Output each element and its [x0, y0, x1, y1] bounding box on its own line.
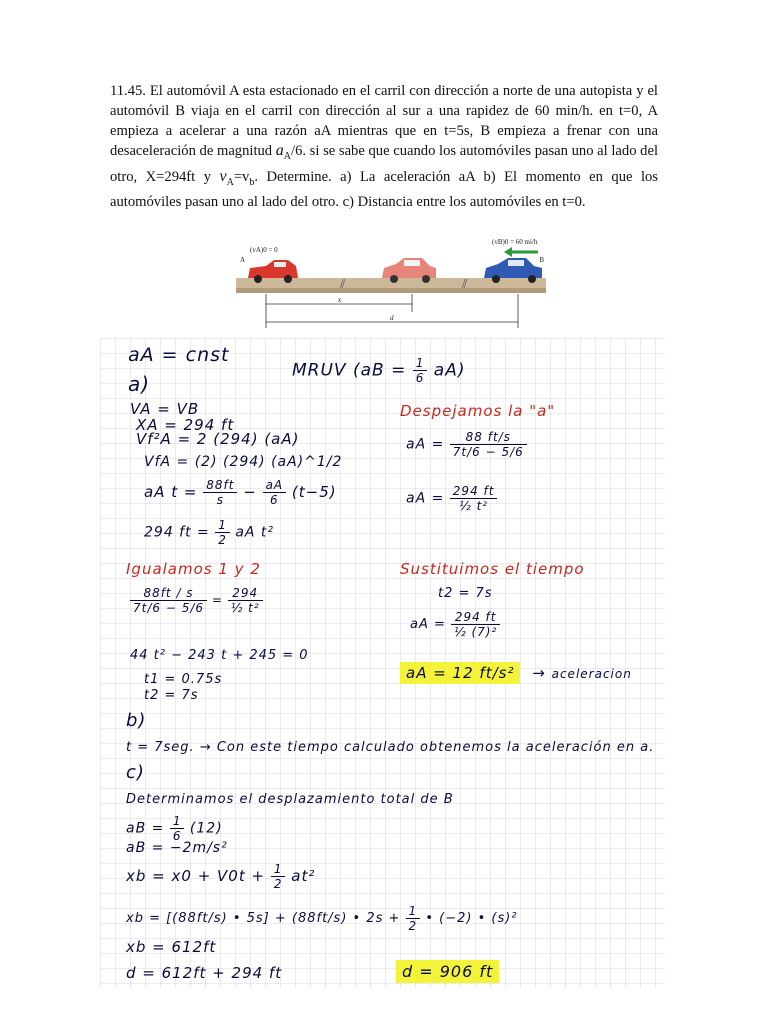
s-frac: [451, 610, 500, 639]
ab1-frac: [170, 814, 185, 843]
xb2-num: 1: [406, 904, 421, 919]
problem-statement: [110, 82, 658, 213]
xb2-left: xb = [(88ft/s) • 5s] + (88ft/s) • 2s +: [126, 911, 401, 926]
r2-frac: [450, 484, 498, 513]
xb1-num: 1: [271, 862, 286, 877]
problem-text-1: 11.45. El automóvil A esta estacionado en el carril con dirección a norte de una autopista y el automóvil B viaja en el carril con dirección al sur a una rapidez de 60 min/h. en t=0, A empieza a acelerar a una razón aA mientras que en t=5s, B empieza a frenar con una desaceleración de magnitud: [110, 83, 658, 160]
symbol-va-sub: A: [226, 177, 234, 188]
eq1-num-1: 88ft: [203, 478, 237, 493]
r1-left: aA =: [406, 436, 445, 453]
r1-num: 88 ft/s: [450, 430, 527, 445]
xb1-den: 2: [273, 877, 283, 891]
equals: =: [233, 169, 243, 186]
label-car-b: B: [539, 256, 544, 264]
result-1: [406, 430, 527, 459]
r1-frac: [450, 430, 527, 459]
eq1-num-2: aA: [263, 478, 287, 493]
ab1-left: aB =: [126, 820, 165, 837]
eq2-left: 294 ft =: [144, 524, 210, 541]
symbol-v: v: [219, 168, 227, 186]
s-den: ½ (7)²: [454, 625, 498, 639]
heading-despejamos: Despejamos la "a": [400, 402, 556, 420]
xb2-frac: [406, 904, 421, 933]
t2-value: t2 = 7s: [144, 688, 199, 703]
section-b: b): [126, 710, 147, 731]
section-c: c): [126, 762, 145, 783]
mruv-den: 6: [415, 371, 425, 385]
ig-num: 88ft / s: [130, 586, 207, 601]
dim-d: d: [390, 314, 394, 322]
label-a-init: (vA)0 = 0: [250, 246, 278, 254]
mruv-frac: [413, 356, 428, 385]
r2-den: ½ t²: [459, 499, 489, 513]
xb-line-2: [126, 904, 518, 933]
line-aa-const: aA = cnst: [128, 344, 230, 366]
equation-2: [144, 518, 274, 547]
ig-frac-right: [228, 586, 263, 615]
eq2-frac: [215, 518, 230, 547]
heading-igualamos: Igualamos 1 y 2: [126, 560, 261, 578]
ig-rnum: 294: [228, 586, 263, 601]
eq1-minus: −: [243, 483, 257, 501]
eq1-frac-1: [203, 478, 237, 507]
eq1-right: (t−5): [291, 483, 337, 501]
eq1-frac-2: [263, 478, 287, 507]
ig-rden: ½ t²: [230, 601, 260, 615]
s-num: 294 ft: [451, 610, 500, 625]
t1-value: t1 = 0.75s: [144, 672, 223, 687]
quadratic: 44 t² − 243 t + 245 = 0: [130, 648, 309, 663]
ab-line-1: [126, 814, 223, 843]
line-xa: XA = 294 ft: [136, 416, 235, 434]
problem-text-3: . Determine. a) La aceleración aA b) El momento en que los automóviles pasan uno al lado del otro. c) Distancia entre los automóviles en t=0.: [110, 169, 658, 210]
line-vf2: Vf²A = 2 (294) (aA): [136, 430, 300, 448]
dim-x: x: [338, 296, 342, 304]
ig-eq: =: [211, 593, 223, 607]
ig-den: 7t/6 − 5/6: [133, 601, 205, 615]
ab1-num: 1: [170, 814, 185, 829]
label-car-a: A: [240, 256, 246, 264]
line-vfa: VfA = (2) (294) (aA)^1/2: [144, 454, 343, 470]
mruv-num: 1: [413, 356, 428, 371]
xb-line-1: [126, 862, 315, 891]
cars-figure-svg: [236, 236, 546, 331]
line-b: t = 7seg. → Con este tiempo calculado obtenemos la aceleración en a.: [126, 740, 655, 755]
s-left: aA =: [410, 617, 446, 632]
eq2-right: aA t²: [235, 524, 275, 541]
svg-text:⫽: ⫽: [462, 277, 468, 291]
answer-a: aA = 12 ft/s²: [400, 662, 520, 684]
equation-1: [144, 478, 337, 507]
sub-t2: t2 = 7s: [438, 586, 493, 601]
d-sum: d = 612ft + 294 ft: [126, 964, 283, 982]
cars-figure: [236, 236, 546, 331]
result-2: [406, 484, 497, 513]
div-six: /6.: [291, 143, 307, 160]
eq1-den-1: s: [216, 493, 224, 507]
mruv-text: MRUV (aB =: [292, 360, 407, 381]
eq1-left: aA t =: [144, 483, 198, 501]
problem-text-2: si se sabe que cuando los automóviles pasan uno al lado del otro, X=294ft y: [110, 143, 658, 186]
equate-line: [130, 586, 263, 615]
handwritten-solution: [100, 338, 665, 988]
xb2-right: • (−2) • (s)²: [425, 911, 518, 926]
ab-line-2: aB = −2m/s²: [126, 840, 228, 856]
xb2-den: 2: [408, 919, 418, 933]
svg-text:⫽: ⫽: [340, 277, 346, 291]
ab1-right: (12): [189, 820, 223, 837]
label-aceleracion: aceleracion: [551, 667, 632, 681]
line-va-vb: VA = VB: [130, 400, 200, 418]
section-a: a): [128, 372, 151, 396]
heading-sustituimos: Sustituimos el tiempo: [400, 560, 585, 578]
eq2-den: 2: [218, 533, 227, 547]
eq2-num: 1: [215, 518, 230, 533]
symbol-a: a: [275, 142, 284, 160]
answer-a-row: [400, 664, 632, 682]
r2-left: aA =: [406, 490, 445, 507]
mruv-end: aA): [433, 360, 466, 381]
symbol-vb-sub: b: [249, 177, 255, 188]
ig-frac-left: [130, 586, 207, 615]
xb1-left: xb = x0 + V0t +: [126, 867, 266, 885]
symbol-v2: v: [242, 169, 250, 186]
sub-result: [410, 610, 500, 639]
ab1-den: 6: [172, 829, 182, 843]
eq1-den-2: 6: [270, 493, 279, 507]
r1-den: 7t/6 − 5/6: [452, 445, 524, 459]
r2-num: 294 ft: [450, 484, 498, 499]
heading-determinamos: Determinamos el desplazamiento total de B: [126, 792, 454, 807]
answer-d: d = 906 ft: [396, 960, 499, 983]
xb1-frac: [271, 862, 286, 891]
answer-d-row: [396, 962, 499, 981]
xb-line-3: xb = 612ft: [126, 938, 217, 956]
line-mruv: [292, 356, 465, 385]
label-b-init: (vB)0 = 60 mi/h: [492, 238, 538, 246]
arrow-icon: →: [532, 664, 546, 682]
xb1-right: at²: [291, 867, 316, 885]
symbol-a-sub: A: [283, 151, 292, 163]
